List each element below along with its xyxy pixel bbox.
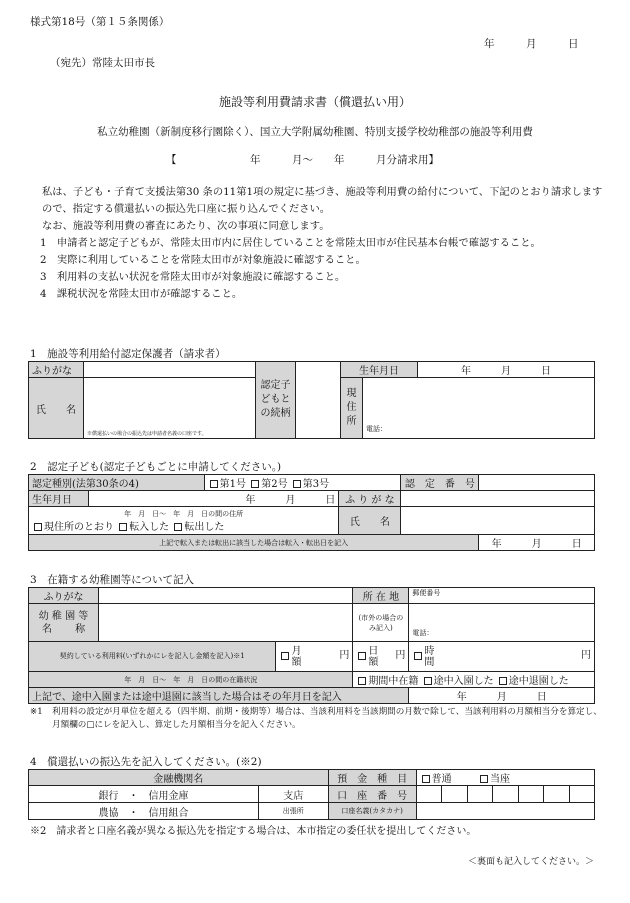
moved-out-label: 転出した [184, 521, 225, 533]
ordinary-checkbox[interactable] [422, 775, 430, 783]
phone-label: 電話： [366, 425, 387, 433]
daily-checkbox[interactable] [358, 652, 366, 660]
enrolled-checkbox[interactable] [358, 677, 366, 685]
fee-label: 契約している利用料(いずれかにレを記入し金額を記入)※1 [29, 642, 276, 672]
daily-label: 日額 [368, 645, 379, 668]
enrollment-date-note: 上記で、途中入園または途中退園に該当した場合はその年月日を記入 [29, 688, 409, 704]
relation-input[interactable] [296, 362, 341, 439]
back-side-note: ＜裏面も記入してください。＞ [468, 857, 595, 867]
enrolled-label: 期間中在籍 [368, 676, 419, 687]
child-dob-label: 生年月日 [29, 491, 89, 507]
location-label: 所 在 地 [353, 588, 409, 604]
coop-type[interactable]: 農協 ・ 信用組合 [29, 803, 259, 820]
current-address-checkbox[interactable] [34, 523, 42, 531]
relation-label: 認定子どもとの続柄 [256, 362, 296, 439]
enrollment-period: 年 月 日～ 年 月 日の間の在籍状況 [29, 672, 353, 688]
daily-fee [353, 642, 409, 672]
type1-checkbox[interactable] [210, 480, 218, 488]
branch-label: 支店 [259, 786, 329, 803]
consent-item: 3 利用料の支払い状況を常陸太田市が対象施設に確認すること。 [40, 271, 346, 283]
child-dob-input[interactable]: 年 月 日 [89, 491, 339, 507]
furigana-input[interactable] [84, 362, 256, 378]
billing-period: 【 年 月～ 年 月分請求用】 [166, 154, 439, 166]
consent-item: 1 申請者と認定子どもが、常陸太田市内に居住していることを常陸太田市が住民基本台帳で確認すること。 [40, 237, 541, 249]
name-input[interactable] [84, 378, 256, 439]
facility-table [28, 587, 595, 704]
child-furigana-input[interactable] [401, 491, 595, 507]
child-table [28, 474, 595, 551]
monthly-checkbox[interactable] [281, 652, 289, 660]
address-input[interactable] [363, 378, 595, 439]
consent-paragraph: なお、施設等利用費の審査にあたり、次の事項に同意します。 [42, 220, 330, 232]
section2-title: 2 認定子ども(認定子どもごとに申請してください。) [30, 461, 282, 473]
office-label: 出張所 [259, 803, 329, 820]
name-label: 氏 名 [29, 378, 84, 439]
ordinary-label: 普通 [431, 774, 452, 785]
moved-in-label: 転入した [129, 521, 170, 533]
daily-yen: 円 [395, 649, 406, 661]
hourly-label: 時間 [424, 645, 435, 668]
cert-no-label: 認 定 番 号 [401, 475, 479, 491]
facility-furigana-label: ふりがな [29, 588, 99, 604]
cert-type-options [204, 475, 401, 491]
joined-checkbox[interactable] [424, 677, 432, 685]
child-furigana-label: ふ り が な [339, 491, 401, 507]
facility-name-input[interactable] [99, 604, 353, 642]
guardian-table [28, 361, 595, 439]
intro-text [30, 184, 604, 303]
enrollment-options [353, 672, 595, 688]
form-number: 様式第18号（第１５条関係） [30, 16, 170, 28]
footnote2: ※2 請求者と口座名義が異なる振込先を指定する場合は、本市指定の委任状を提出してください。 [30, 826, 477, 837]
bank-type[interactable]: 銀行 ・ 信用金庫 [29, 786, 259, 803]
facility-furigana-input[interactable] [99, 588, 353, 604]
residence-status [29, 507, 339, 535]
type2-label: 第2号 [261, 479, 288, 490]
facility-name-label: 幼 稚 園 等 名 称 [29, 604, 99, 642]
consent-item: 4 課税状況を常陸太田市が確認すること。 [40, 288, 243, 300]
account-no-label: 口 座 番 号 [328, 786, 416, 803]
type2-checkbox[interactable] [251, 480, 259, 488]
cert-no-input[interactable] [479, 475, 595, 491]
left-label: 途中退園した [508, 676, 569, 687]
hourly-yen: 円 [581, 649, 591, 661]
subtitle: 私立幼稚園（新制度移行園除く）、国立大学附属幼稚園、特別支援学校幼稚部の施設等利用費 [97, 126, 533, 138]
type1-label: 第1号 [219, 479, 247, 490]
hourly-fee [409, 642, 595, 672]
location-note: (市外の場合のみ記入) [353, 604, 409, 642]
furigana-label: ふりがな [29, 362, 84, 378]
child-name-input[interactable] [401, 507, 595, 535]
hourly-checkbox[interactable] [414, 652, 422, 660]
submission-date: 年 月 日 [484, 38, 579, 50]
enrollment-date-input[interactable]: 年 月 日 [409, 688, 595, 704]
dob-input[interactable]: 年 月 日 [418, 362, 595, 378]
type3-checkbox[interactable] [293, 480, 301, 488]
account-no-input[interactable] [416, 786, 594, 803]
bank-name-label: 金融機関名 [29, 770, 329, 786]
address-label: 現住所 [341, 378, 363, 439]
addressee: （宛先）常陸太田市長 [50, 57, 155, 69]
monthly-fee [276, 642, 353, 672]
intro-paragraph: 私は、子ども・子育て支援法第30 条の11第1項の規定に基づき、施設等利用費の給付について、下記のとおり請求しますので、指定する償還払いの振込先口座に振り込んでください。 [42, 186, 603, 215]
residence-period: 年 月 日～ 年 月 日の間の住所 [124, 509, 244, 518]
current-checkbox[interactable] [480, 775, 488, 783]
holder-input[interactable] [416, 803, 594, 820]
consent-item: 2 実際に利用していることを常陸太田市が対象施設に確認すること。 [40, 254, 366, 266]
section1-title: 1 施設等利用給付認定保護者（請求者） [30, 348, 226, 360]
section3-title: 3 在籍する幼稚園等について記入 [30, 574, 194, 586]
bank-table [28, 769, 595, 820]
current-label: 当座 [489, 774, 510, 785]
page-title: 施設等利用費請求書（償還払い用） [218, 95, 411, 109]
type3-label: 第3号 [302, 479, 330, 490]
dob-label: 生年月日 [341, 362, 418, 378]
move-date-note: 上記で転入または転出に該当した場合は転入・転出日を記入 [29, 535, 479, 551]
account-type-options [416, 770, 594, 786]
postal-code[interactable]: 郵便番号 [409, 588, 595, 604]
monthly-label: 月額 [291, 645, 302, 668]
monthly-yen: 円 [339, 649, 350, 661]
current-address-label: 現住所のとおり [44, 521, 114, 533]
moved-in-checkbox[interactable] [119, 523, 127, 531]
footnote1: 利用料の設定が月単位を超える（四半期、前期・後期等）場合は、当該利用料を当該期間の月数で除して、当該利用料の月額相当分を算定し、月額欄の□にレを記入し、算定した月額相当分を記入ください。 [52, 707, 602, 730]
child-name-label: 氏 名 [339, 507, 401, 535]
facility-phone[interactable]: 電話： [409, 604, 595, 642]
cert-type-label: 認定種別(法第30条の4) [29, 475, 205, 491]
section4-title: 4 償還払いの振込先を記入してください。(※2) [30, 756, 262, 768]
footnote1-mark: ※1 [30, 707, 43, 717]
left-checkbox[interactable] [499, 677, 507, 685]
joined-label: 途中入園した [433, 676, 494, 687]
moved-out-checkbox[interactable] [174, 523, 182, 531]
holder-label: 口座名義(カタカナ) [328, 803, 416, 820]
account-type-label: 預 金 種 目 [328, 770, 416, 786]
name-note: ※償還払いの場合の振込先は申請者名義の口座です。 [87, 431, 207, 437]
move-date-input[interactable]: 年 月 日 [479, 535, 595, 551]
